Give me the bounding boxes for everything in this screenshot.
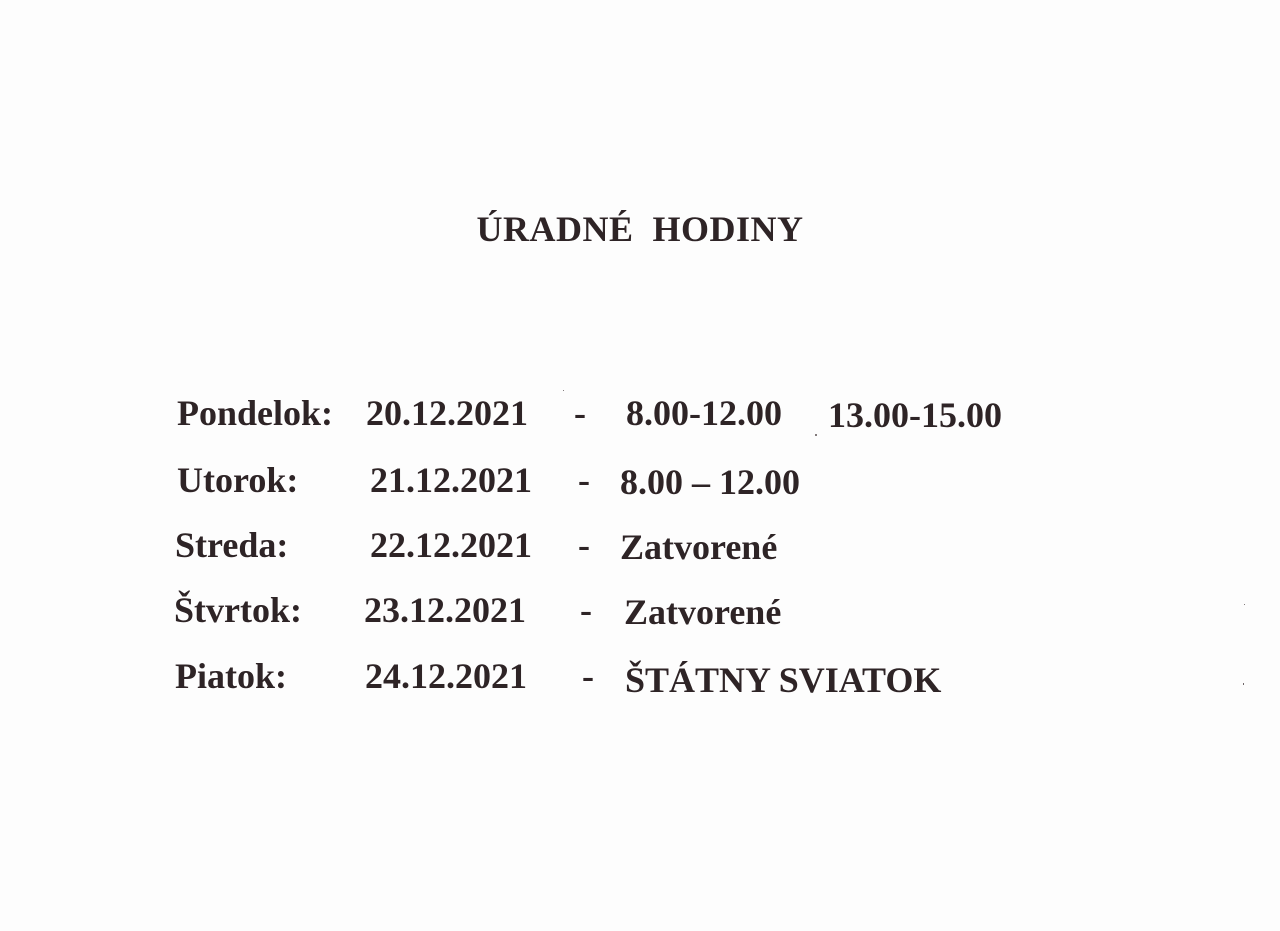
separator: - [578, 525, 590, 565]
separator: - [578, 460, 590, 500]
separator: - [582, 656, 594, 696]
separator: - [574, 393, 586, 433]
schedule-row-monday [0, 392, 1280, 442]
scan-speck [1244, 604, 1245, 605]
day-label: Štvrtok: [174, 590, 302, 630]
page-title: ÚRADNÉ HODINY [476, 209, 804, 249]
hours-value: 8.00-12.00 [626, 393, 782, 433]
date-value: 21.12.2021 [370, 460, 532, 500]
day-label: Utorok: [177, 460, 299, 500]
day-label: Piatok: [175, 656, 287, 696]
separator: - [580, 590, 592, 630]
day-label: Pondelok: [177, 393, 334, 433]
date-value: 20.12.2021 [366, 393, 528, 433]
schedule-row-wednesday [0, 524, 1280, 574]
date-value: 24.12.2021 [365, 656, 527, 696]
schedule-row-thursday [0, 589, 1280, 639]
scan-speck [815, 434, 817, 436]
hours-value: 8.00 – 12.00 [620, 462, 800, 502]
scan-speck [1243, 683, 1244, 685]
hours-value: Zatvorené [624, 592, 782, 632]
hours-extra-value: 13.00-15.00 [828, 395, 1002, 435]
scan-speck [563, 390, 564, 391]
date-value: 23.12.2021 [364, 590, 526, 630]
schedule-row-tuesday [0, 459, 1280, 509]
date-value: 22.12.2021 [370, 525, 532, 565]
hours-value: ŠTÁTNY SVIATOK [625, 660, 942, 700]
day-label: Streda: [175, 525, 289, 565]
schedule-row-friday [0, 655, 1280, 705]
hours-value: Zatvorené [620, 527, 778, 567]
